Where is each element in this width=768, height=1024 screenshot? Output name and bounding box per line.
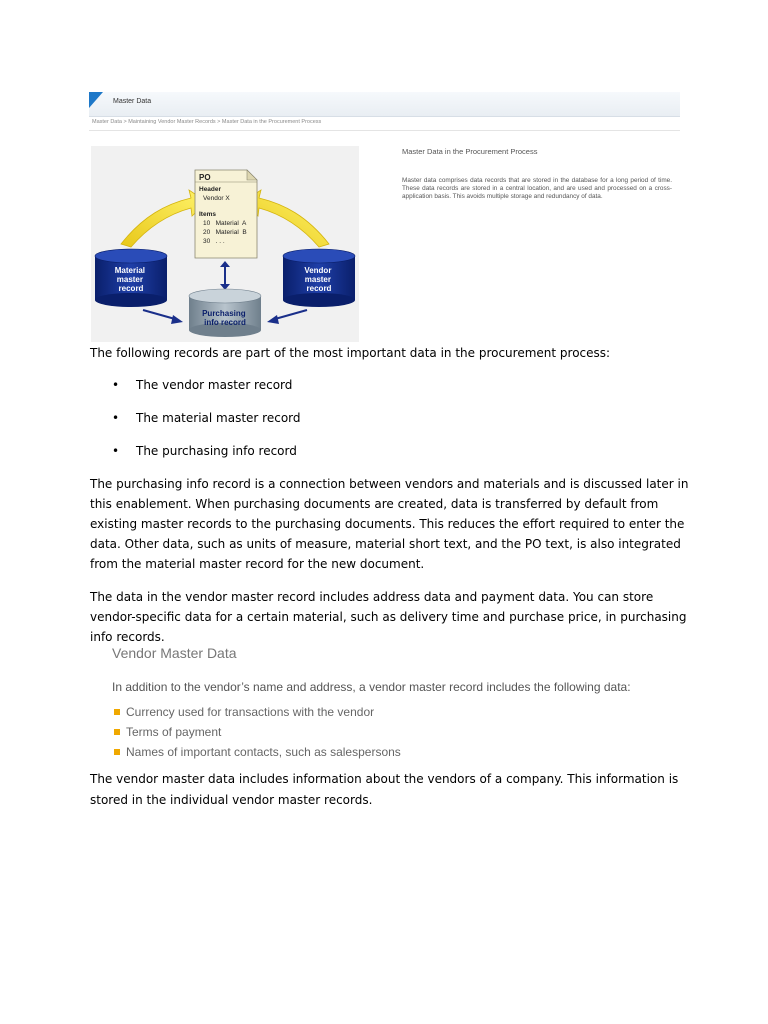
bullet-dot: • [112,444,120,458]
list-item-text: The purchasing info record [136,444,297,458]
records-list [112,376,301,475]
breadcrumb: Master Data > Maintaining Vendor Master Records > Master Data in the Procurement Process [92,119,322,125]
vendor-label-3: record [306,284,332,293]
po-item-2: 20 Material B [203,229,247,236]
arrow-material-to-info [143,310,183,324]
bullet-dot: • [112,411,120,425]
list-item [112,724,401,744]
procurement-diagram-svg [91,146,359,342]
arrow-vendor-to-info [267,310,307,324]
purchasing-label-2: info record [204,318,246,327]
list-item [112,442,301,475]
vendor-master-intro: In addition to the vendor’s name and address, a vendor master record includes the following data: [112,680,631,694]
po-items-label: Items [199,211,216,218]
po-item-3: 30 . . . [203,238,225,245]
vendor-master-title: Vendor Master Data [112,645,237,661]
slide-text-body: Master data comprises data records that are stored in the database for a long period of time. These data records are stored in a central location, and are used and processed on a cross-application basis. This avoids multiple storage and redundancy of data. [402,177,672,200]
list-item [112,376,301,409]
list-item-text: Currency used for transactions with the vendor [126,705,375,719]
procurement-diagram [91,146,359,342]
purchasing-label-1: Purchasing [202,309,246,318]
list-item-text: Terms of payment [126,725,222,739]
sap-logo-icon [89,92,103,108]
po-item-1: 10 Material A [203,220,247,227]
arrow-material-to-po [121,190,207,247]
po-header-label: Header [199,186,222,193]
list-item-text: The vendor master record [136,378,293,392]
slide-divider [89,130,680,131]
vendor-data-paragraph: The data in the vendor master record includes address data and payment data. You can store vendor-specific data for a certain material, such as delivery time and purchase price, in purchasing info records. [90,590,687,644]
list-item-text: The material master record [136,411,301,425]
po-vendor: Vendor X [203,195,230,202]
vendor-label-1: Vendor [304,266,332,275]
intro-paragraph: The following records are part of the most important data in the procurement process: [90,346,611,360]
slide-header [89,92,680,117]
bullet-dot: • [112,378,120,392]
list-item [112,704,401,724]
info-record-paragraph: The purchasing info record is a connection between vendors and materials and is discussed later in this enablement. When purchasing documents are created, data is transferred by default from existing master records to the purchasing documents. This reduces the effort required to enter the data. Other data, such as units of measure, material short text, and the PO text, is also integrated from the material master record for the new document. [90,477,689,571]
svg-text:Purchasing info record [202,309,248,327]
material-label-2: master [116,275,144,284]
vendor-master-list [112,704,401,764]
bullet-square-icon [114,749,120,755]
svg-text:Vendor master [304,266,333,293]
slide-screenshot [89,92,680,342]
list-item [112,409,301,442]
po-title: PO [199,173,211,182]
slide-text-title: Master Data in the Procurement Process [402,147,538,156]
bullet-square-icon [114,709,120,715]
list-item-text: Names of important contacts, such as salespersons [126,745,401,759]
svg-text:Material master [115,266,147,293]
material-label-3: record [118,284,144,293]
vendor-label-2: master [304,275,332,284]
material-label-1: Material [114,266,145,275]
arrow-po-to-info [220,261,230,290]
slide-title: Master Data [113,98,152,105]
closing-paragraph: The vendor master data includes information about the vendors of a company. This information is stored in the individual vendor master records. [90,772,679,807]
list-item [112,744,401,764]
bullet-square-icon [114,729,120,735]
